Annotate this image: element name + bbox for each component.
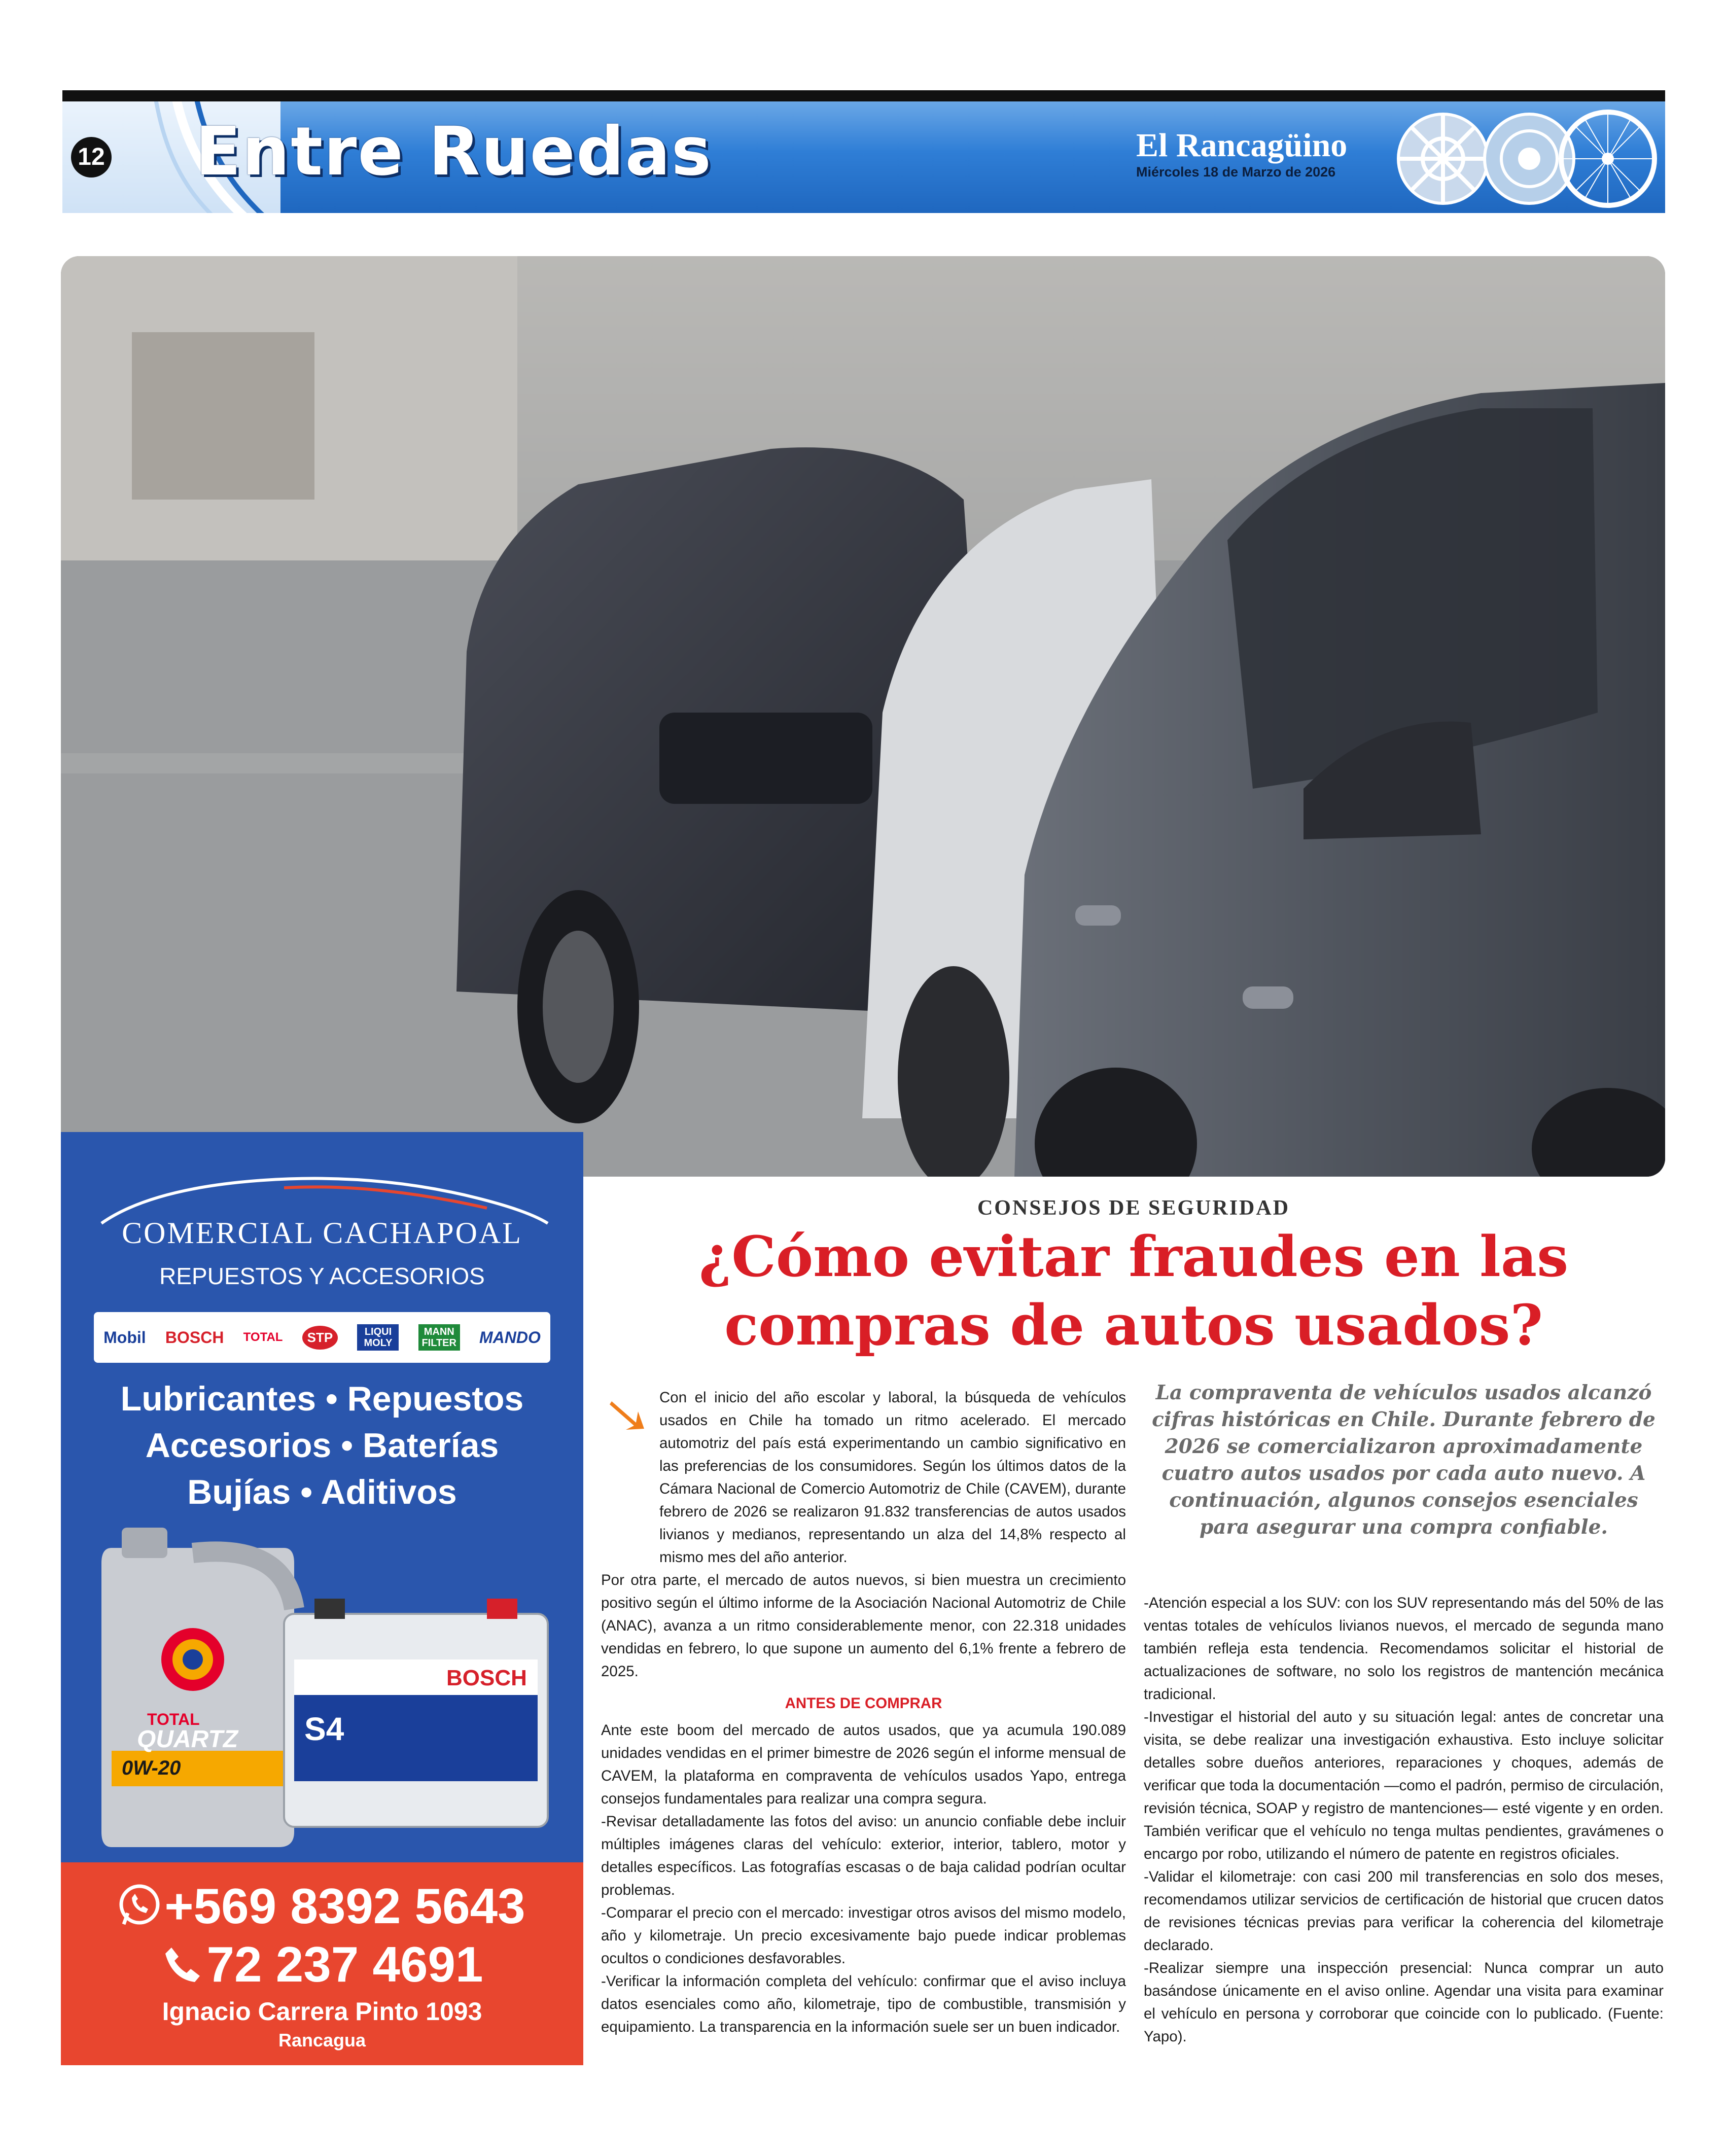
issue-date: Miércoles 18 de Marzo de 2026	[1136, 164, 1336, 180]
ad-services-line: Lubricantes • Repuestos	[120, 1380, 524, 1418]
battery-model-label: S4	[304, 1711, 344, 1747]
article-kicker: CONSEJOS DE SEGURIDAD	[977, 1196, 1290, 1220]
ad-services-list	[61, 1375, 583, 1515]
article-subhead: ANTES DE COMPRAR	[785, 1695, 942, 1712]
brand-mando: MANDO	[479, 1328, 541, 1347]
brand-liqui-moly: LIQUI MOLY	[357, 1324, 399, 1351]
article-paragraph: -Investigar el historial del auto y su situación legal: antes de concretar una visita, se debe realizar una investigación exhaustiva. Esto incluye solicitar detalles sobre dueños anteriores, reparaciones y choques, además de verificar que toda la documentación —como el padrón, permiso de circulación, revisión técnica, SOAP y registro de mantenciones— esté vigente y en orden. También verificar que el vehículo no tenga multas pendientes, gravámenes o encargo por robo, utilizando el número de patente en registros oficiales.	[1144, 1709, 1664, 1862]
article-paragraph: -Atención especial a los SUV: con los SUV representando más del 50% de las ventas totales de vehículos livianos nuevos, el mercado de segunda mano también refleja esta tendencia. Recomendamos solicitar el historial de actualizaciones de software, no solo los registros de mantención mecánica tradicional.	[1144, 1595, 1664, 1703]
newspaper-name: El Rancagüino	[1136, 127, 1348, 164]
article-lead: La compraventa de vehículos usados alcanzó cifras históricas en Chile. Durante febrero de 2026 se comercializaron aproximadamente cuatro autos usados por cada auto nuevo. A continuación, algunos consejos esenciales para asegurar una compra confiable.	[1152, 1381, 1655, 1539]
article-paragraph: Con el inicio del año escolar y laboral, la búsqueda de vehículos usados en Chile ha tomado un ritmo acelerado. El mercado automotriz del país está experimentando un cambio significativo en las preferencias de los consumidores. Según los últimos datos de la Cámara Nacional de Comercio Automotriz de Chile (CAVEM), durante febrero de 2026 se realizaron 91.832 transferencias de autos usados livianos y medianos, representando un alza del 14,8% respecto al mismo mes del año anterior.	[659, 1389, 1126, 1566]
article-column-2	[1144, 1592, 1664, 2048]
page-number: 12	[71, 137, 112, 178]
brand-mobil: Mobil	[103, 1328, 146, 1347]
ad-services-line: Bujías • Aditivos	[187, 1473, 457, 1511]
article-paragraph: -Validar el kilometraje: con casi 200 mil transferencias en solo dos meses, recomendamos utilizar servicios de certificación de historial que crucen datos de revisiones técnicas previas para verificar la coherencia del kilometraje declarado.	[1144, 1868, 1664, 1954]
article-paragraph: Ante este boom del mercado de autos usados, que ya acumula 190.089 unidades vendidas en el primer bimestre de 2026 según el informe mensual de CAVEM, la plataforma en compraventa de vehículos usados Yapo, entrega consejos fundamentales para realizar una compra segura.	[601, 1722, 1126, 1807]
oil-grade-label: 0W-20	[122, 1757, 181, 1779]
ad-services-line: Accesorios • Baterías	[145, 1426, 499, 1465]
section-title: Entre Ruedas	[195, 113, 713, 191]
oil-brand-label: TOTAL	[147, 1710, 200, 1728]
article-paragraph: -Comparar el precio con el mercado: investigar otros avisos del mismo modelo, año y kilometraje. Un precio excesivamente bajo puede indicar problemas ocultos o condiciones desfavorables.	[601, 1904, 1126, 1967]
article-paragraph: -Verificar la información completa del vehículo: confirmar que el aviso incluya datos esenciales como año, kilometraje, tipo de combustible, transmisión y equipamiento. La transparencia en la información suele ser un buen indicador.	[601, 1973, 1126, 2035]
ad-products-image	[91, 1528, 558, 1852]
battery-brand-label: BOSCH	[446, 1666, 527, 1690]
brand-stp: STP	[302, 1326, 338, 1350]
oil-name-label: QUARTZ	[137, 1726, 238, 1753]
article-headline: ¿Cómo evitar fraudes en las compras de autos usados?	[698, 1224, 1569, 1358]
masthead	[1136, 128, 1369, 180]
brand-total: TOTAL	[243, 1330, 283, 1344]
ad-phone-mobile: +569 8392 5643	[164, 1878, 525, 1934]
ad-city: Rancagua	[278, 2030, 366, 2051]
brand-bosch: BOSCH	[165, 1328, 224, 1347]
advertisement-comercial-cachapoal	[61, 1132, 583, 2065]
ad-address: Ignacio Carrera Pinto 1093	[162, 1997, 482, 2026]
article-paragraph: -Realizar siempre una inspección presencial: Nunca comprar un auto basándose únicamente en el aviso online. Agendar una visita para examinar el vehículo en persona y corroborar que coincide con lo publicado. (Fuente: Yapo).	[1144, 1960, 1664, 2045]
brand-mann-filter: MANN FILTER	[418, 1324, 460, 1351]
article-paragraph: Por otra parte, el mercado de autos nuevos, si bien muestra un crecimiento positivo según el último informe de la Asociación Nacional Automotriz de Chile (ANAC), avanza a un ritmo considerablemente menor, con 22.318 unidades vendidas en febrero, lo que supone un aumento del 6,1% frente a febrero de 2025.	[601, 1572, 1126, 1680]
hero-photo-parked-cars	[61, 256, 1665, 1177]
ad-phone-landline: 72 237 4691	[206, 1936, 483, 1992]
wheels-icon	[1395, 104, 1659, 210]
article-paragraph: -Revisar detalladamente las fotos del aviso: un anuncio confiable debe incluir múltiples imágenes claras del vehículo: exterior, interior, tablero, motor y detalles específicos. Las fotografías escasas o de baja calidad podrían ocultar problemas.	[601, 1813, 1126, 1898]
ad-subtitle: REPUESTOS Y ACCESORIOS	[159, 1263, 485, 1289]
article-column-1	[601, 1386, 1126, 2038]
ad-brand-strip	[94, 1312, 550, 1363]
top-rule	[62, 90, 1665, 101]
ad-company-name: COMERCIAL CACHAPOAL	[122, 1216, 522, 1250]
